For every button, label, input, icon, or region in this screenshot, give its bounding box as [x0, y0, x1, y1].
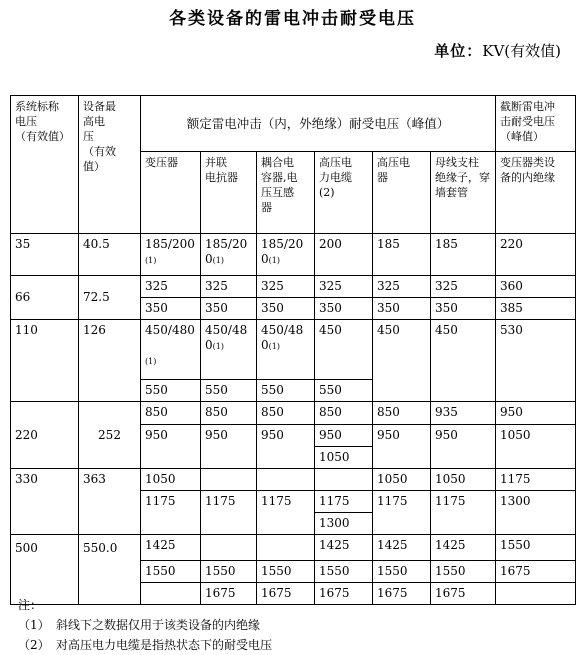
data-cell: 325 [257, 276, 315, 298]
data-cell: 935 [431, 402, 496, 425]
data-cell: 450/48 0(1) [201, 320, 257, 380]
insulation-table [10, 95, 576, 605]
data-cell: 1550 [201, 561, 257, 583]
unit-caption: 单位： [434, 42, 483, 60]
footnote-1 [18, 615, 272, 635]
data-cell: 1050 [431, 469, 496, 491]
data-cell: 1675 [431, 583, 496, 605]
page-title: 各类设备的雷电冲击耐受电压 [169, 9, 416, 29]
data-cell: 950 [373, 425, 431, 469]
data-cell: 550 [201, 380, 257, 402]
system-voltage-cell: 66 [11, 276, 79, 320]
header-chopped-impulse: 截断雷电冲 击耐受电压 （峰值） [496, 96, 576, 152]
data-cell: 1425 [315, 535, 373, 561]
data-cell: 1300 [496, 491, 576, 535]
unit-label [434, 40, 561, 61]
data-cell: 1550 [373, 561, 431, 583]
data-cell: 1050 [141, 469, 201, 491]
data-cell: 1300 [315, 513, 373, 535]
max-voltage-cell: 550.0 [79, 535, 141, 605]
subheader-transformer-internal: 变压器类设 备的内绝缘 [496, 152, 576, 234]
data-cell: 1675 [315, 583, 373, 605]
max-voltage-cell: 252 [79, 402, 141, 469]
data-cell [201, 535, 257, 561]
table-row [11, 402, 576, 425]
data-cell: 200 [315, 234, 373, 276]
data-cell: 950 [257, 425, 315, 469]
subheader-insulator-bushing: 母线支柱 绝缘子，穿 墙套管 [431, 152, 496, 234]
data-cell: 325 [431, 276, 496, 298]
max-voltage-cell: 40.5 [79, 234, 141, 276]
subheader-power-cable: 高压电 力电缆 (2) [315, 152, 373, 234]
data-cell [496, 583, 576, 605]
data-cell: 1175 [315, 491, 373, 513]
data-cell: 550 [141, 380, 201, 402]
header-max-voltage: 设备最 高电 压 （有效 值） [79, 96, 141, 234]
system-voltage-cell: 110 [11, 320, 79, 402]
data-cell: 185/20 0(1) [201, 234, 257, 276]
notes-heading: 注： [18, 598, 43, 612]
system-voltage-cell: 500 [11, 535, 79, 605]
data-cell: 1550 [315, 561, 373, 583]
table-row [11, 234, 576, 276]
data-cell: 950 [496, 402, 576, 425]
table-row [11, 320, 576, 380]
data-cell: 850 [201, 402, 257, 425]
data-cell: 450/48 0(1) [257, 320, 315, 380]
data-cell: 950 [141, 425, 201, 469]
data-cell: 1675 [257, 583, 315, 605]
footnote-text: 对高压电力电缆是指热状态下的耐受电压 [56, 638, 273, 652]
data-cell: 450 [373, 320, 431, 402]
data-cell: 1175 [496, 469, 576, 491]
max-voltage-cell: 72.5 [79, 276, 141, 320]
data-cell: 325 [201, 276, 257, 298]
data-cell: 185/200 (1) [141, 234, 201, 276]
data-cell: 1425 [141, 535, 201, 561]
data-cell: 1175 [431, 491, 496, 535]
data-cell: 1175 [141, 491, 201, 535]
data-cell: 1050 [496, 425, 576, 469]
data-cell: 1175 [373, 491, 431, 535]
data-cell: 1175 [201, 491, 257, 535]
data-cell: 1050 [373, 469, 431, 491]
data-cell: 220 [496, 234, 576, 276]
data-cell: 350 [141, 298, 201, 320]
subheader-transformer: 变压器 [141, 152, 201, 234]
data-cell: 450 [431, 320, 496, 402]
data-cell: 350 [373, 298, 431, 320]
data-cell: 1550 [141, 561, 201, 583]
data-cell: 325 [373, 276, 431, 298]
data-cell: 1550 [496, 535, 576, 561]
data-cell: 1050 [315, 447, 373, 469]
footnotes [18, 595, 272, 655]
footnote-2 [18, 635, 272, 655]
subheader-shunt-reactor: 并联 电抗器 [201, 152, 257, 234]
header-system-voltage: 系统标称 电压 （有效值） [11, 96, 79, 234]
data-cell: 1425 [373, 535, 431, 561]
max-voltage-cell: 126 [79, 320, 141, 402]
subheader-coupling-capacitor: 耦合电 容器,电 压互感 器 [257, 152, 315, 234]
data-cell: 350 [315, 298, 373, 320]
data-cell: 530 [496, 320, 576, 402]
system-voltage-cell: 35 [11, 234, 79, 276]
header-rated-impulse: 额定雷电冲击（内，外绝缘）耐受电压（峰值） [141, 96, 496, 152]
data-cell: 950 [315, 425, 373, 447]
unit-value: KV(有效值) [482, 42, 561, 60]
data-cell: 360 [496, 276, 576, 298]
data-cell: 185 [373, 234, 431, 276]
footnote-text: 斜线下之数据仅用于该类设备的内绝缘 [56, 618, 261, 632]
system-voltage-cell: 220 [11, 402, 79, 469]
footnote-marker: （2） [18, 638, 50, 652]
data-cell: 1550 [257, 561, 315, 583]
data-cell: 325 [315, 276, 373, 298]
header-row [11, 96, 576, 152]
data-cell: 325 [141, 276, 201, 298]
table-row [11, 276, 576, 298]
data-cell: 550 [257, 380, 315, 402]
data-cell: 1675 [373, 583, 431, 605]
subheader-hv-apparatus: 高压电 器 [373, 152, 431, 234]
data-cell: 850 [315, 402, 373, 425]
system-voltage-cell: 330 [11, 469, 79, 535]
footnote-marker: （1） [18, 618, 50, 632]
data-cell: 1425 [431, 535, 496, 561]
data-cell [257, 535, 315, 561]
data-cell [201, 469, 257, 491]
data-cell: 350 [257, 298, 315, 320]
table-row [11, 535, 576, 561]
data-cell: 850 [257, 402, 315, 425]
max-voltage-cell: 363 [79, 469, 141, 535]
data-cell: 950 [201, 425, 257, 469]
data-cell [257, 469, 315, 491]
data-cell: 185/20 0(1) [257, 234, 315, 276]
data-cell: 450/480 (1) [141, 320, 201, 380]
data-cell [315, 469, 373, 491]
table-row [11, 469, 576, 491]
data-cell: 1675 [496, 561, 576, 583]
data-cell: 350 [201, 298, 257, 320]
data-cell: 350 [431, 298, 496, 320]
data-cell: 450 [315, 320, 373, 380]
data-cell: 1550 [431, 561, 496, 583]
data-cell: 550 [315, 380, 373, 402]
data-cell: 950 [431, 425, 496, 469]
data-cell: 1175 [257, 491, 315, 535]
data-cell: 185 [431, 234, 496, 276]
data-cell: 850 [141, 402, 201, 425]
data-cell: 385 [496, 298, 576, 320]
data-cell: 850 [373, 402, 431, 425]
data-cell: 1675 [201, 583, 257, 605]
